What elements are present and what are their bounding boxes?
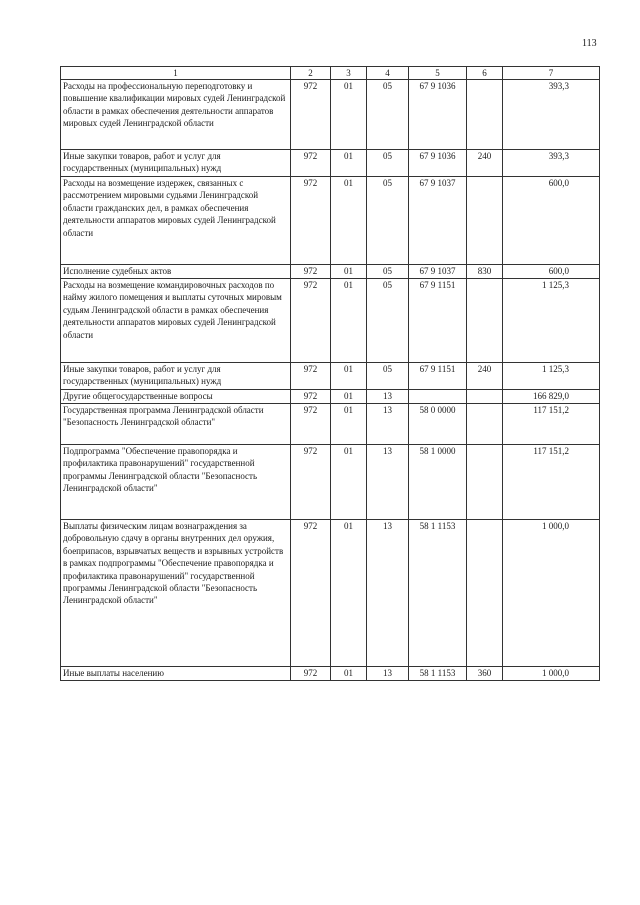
cell-subsection: 05 [367, 150, 409, 177]
cell-amount: 1 000,0 [503, 520, 600, 667]
cell-target-article: 58 1 1153 [409, 667, 467, 681]
cell-ved: 972 [291, 363, 331, 390]
cell-expense-type [467, 390, 503, 404]
table-row [61, 520, 600, 667]
cell-expense-type [467, 445, 503, 520]
cell-amount: 117 151,2 [503, 445, 600, 520]
table-row [61, 363, 600, 390]
table-row [61, 150, 600, 177]
cell-ved: 972 [291, 265, 331, 279]
col-header-5: 5 [409, 67, 467, 80]
table-row [61, 445, 600, 520]
cell-section: 01 [331, 445, 367, 520]
cell-subsection: 13 [367, 404, 409, 445]
cell-target-article: 58 0 0000 [409, 404, 467, 445]
cell-ved: 972 [291, 404, 331, 445]
cell-ved: 972 [291, 177, 331, 265]
cell-target-article: 58 1 0000 [409, 445, 467, 520]
table-row [61, 390, 600, 404]
cell-amount: 1 125,3 [503, 279, 600, 363]
table-row [61, 279, 600, 363]
cell-ved: 972 [291, 80, 331, 150]
header-row [61, 67, 600, 80]
cell-amount: 1 000,0 [503, 667, 600, 681]
row-description: Расходы на профессиональную переподготовку и повышение квалификации мировых судей Ленинградской области в рамках обеспечения деятельности аппаратов мировых судей Ленинградской области [61, 80, 291, 150]
cell-subsection: 13 [367, 667, 409, 681]
row-description: Иные закупки товаров, работ и услуг для государственных (муниципальных) нужд [61, 150, 291, 177]
row-description: Подпрограмма "Обеспечение правопорядка и профилактика правонарушений" государственной программы Ленинградской области "Безопасность Ленинградской области" [61, 445, 291, 520]
cell-ved: 972 [291, 445, 331, 520]
col-header-7: 7 [503, 67, 600, 80]
cell-section: 01 [331, 265, 367, 279]
cell-expense-type: 360 [467, 667, 503, 681]
cell-subsection: 05 [367, 177, 409, 265]
cell-subsection: 13 [367, 390, 409, 404]
row-description: Расходы на возмещение командировочных расходов по найму жилого помещения и выплаты суточных мировым судьям Ленинградской области в рамках обеспечения деятельности аппаратов мировых судей Ленинградской области [61, 279, 291, 363]
cell-target-article: 67 9 1036 [409, 80, 467, 150]
col-header-3: 3 [331, 67, 367, 80]
cell-section: 01 [331, 80, 367, 150]
cell-expense-type: 240 [467, 150, 503, 177]
table-row [61, 80, 600, 150]
cell-amount: 600,0 [503, 177, 600, 265]
cell-subsection: 05 [367, 80, 409, 150]
cell-subsection: 05 [367, 265, 409, 279]
table-row [61, 265, 600, 279]
cell-amount: 166 829,0 [503, 390, 600, 404]
col-header-1: 1 [61, 67, 291, 80]
row-description: Иные выплаты населению [61, 667, 291, 681]
cell-expense-type [467, 279, 503, 363]
cell-target-article: 67 9 1151 [409, 279, 467, 363]
cell-section: 01 [331, 404, 367, 445]
cell-section: 01 [331, 390, 367, 404]
cell-section: 01 [331, 520, 367, 667]
cell-amount: 393,3 [503, 80, 600, 150]
cell-section: 01 [331, 363, 367, 390]
cell-target-article: 58 1 1153 [409, 520, 467, 667]
page-number: 113 [582, 38, 597, 49]
row-description: Государственная программа Ленинградской области "Безопасность Ленинградской области" [61, 404, 291, 445]
cell-section: 01 [331, 667, 367, 681]
cell-target-article: 67 9 1036 [409, 150, 467, 177]
table-row [61, 177, 600, 265]
cell-expense-type [467, 80, 503, 150]
row-description: Иные закупки товаров, работ и услуг для государственных (муниципальных) нужд [61, 363, 291, 390]
row-description: Расходы на возмещение издержек, связанных с рассмотрением мировыми судьями Ленинградской области гражданских дел, в рамках обеспечения деятельности аппаратов мировых судей Ленинградской области [61, 177, 291, 265]
cell-amount: 600,0 [503, 265, 600, 279]
table-row [61, 667, 600, 681]
cell-target-article [409, 390, 467, 404]
col-header-2: 2 [291, 67, 331, 80]
cell-target-article: 67 9 1151 [409, 363, 467, 390]
row-description: Выплаты физическим лицам вознаграждения за добровольную сдачу в органы внутренних дел оружия, боеприпасов, взрывчатых веществ и взрывных устройств в рамках подпрограммы "Обеспечение правопорядка и профилактика правонарушений" государственной программы Ленинградской области "Безопасность Ленинградской области" [61, 520, 291, 667]
col-header-4: 4 [367, 67, 409, 80]
cell-subsection: 13 [367, 445, 409, 520]
cell-expense-type: 240 [467, 363, 503, 390]
table-row [61, 404, 600, 445]
cell-expense-type [467, 404, 503, 445]
row-description: Другие общегосударственные вопросы [61, 390, 291, 404]
cell-expense-type [467, 520, 503, 667]
cell-section: 01 [331, 177, 367, 265]
cell-subsection: 05 [367, 279, 409, 363]
col-header-6: 6 [467, 67, 503, 80]
cell-expense-type [467, 177, 503, 265]
cell-amount: 393,3 [503, 150, 600, 177]
row-description: Исполнение судебных актов [61, 265, 291, 279]
cell-section: 01 [331, 150, 367, 177]
cell-target-article: 67 9 1037 [409, 177, 467, 265]
cell-ved: 972 [291, 520, 331, 667]
budget-table [60, 66, 600, 681]
cell-subsection: 13 [367, 520, 409, 667]
cell-ved: 972 [291, 279, 331, 363]
cell-subsection: 05 [367, 363, 409, 390]
cell-ved: 972 [291, 150, 331, 177]
cell-ved: 972 [291, 390, 331, 404]
cell-target-article: 67 9 1037 [409, 265, 467, 279]
cell-section: 01 [331, 279, 367, 363]
cell-ved: 972 [291, 667, 331, 681]
cell-expense-type: 830 [467, 265, 503, 279]
cell-amount: 117 151,2 [503, 404, 600, 445]
cell-amount: 1 125,3 [503, 363, 600, 390]
